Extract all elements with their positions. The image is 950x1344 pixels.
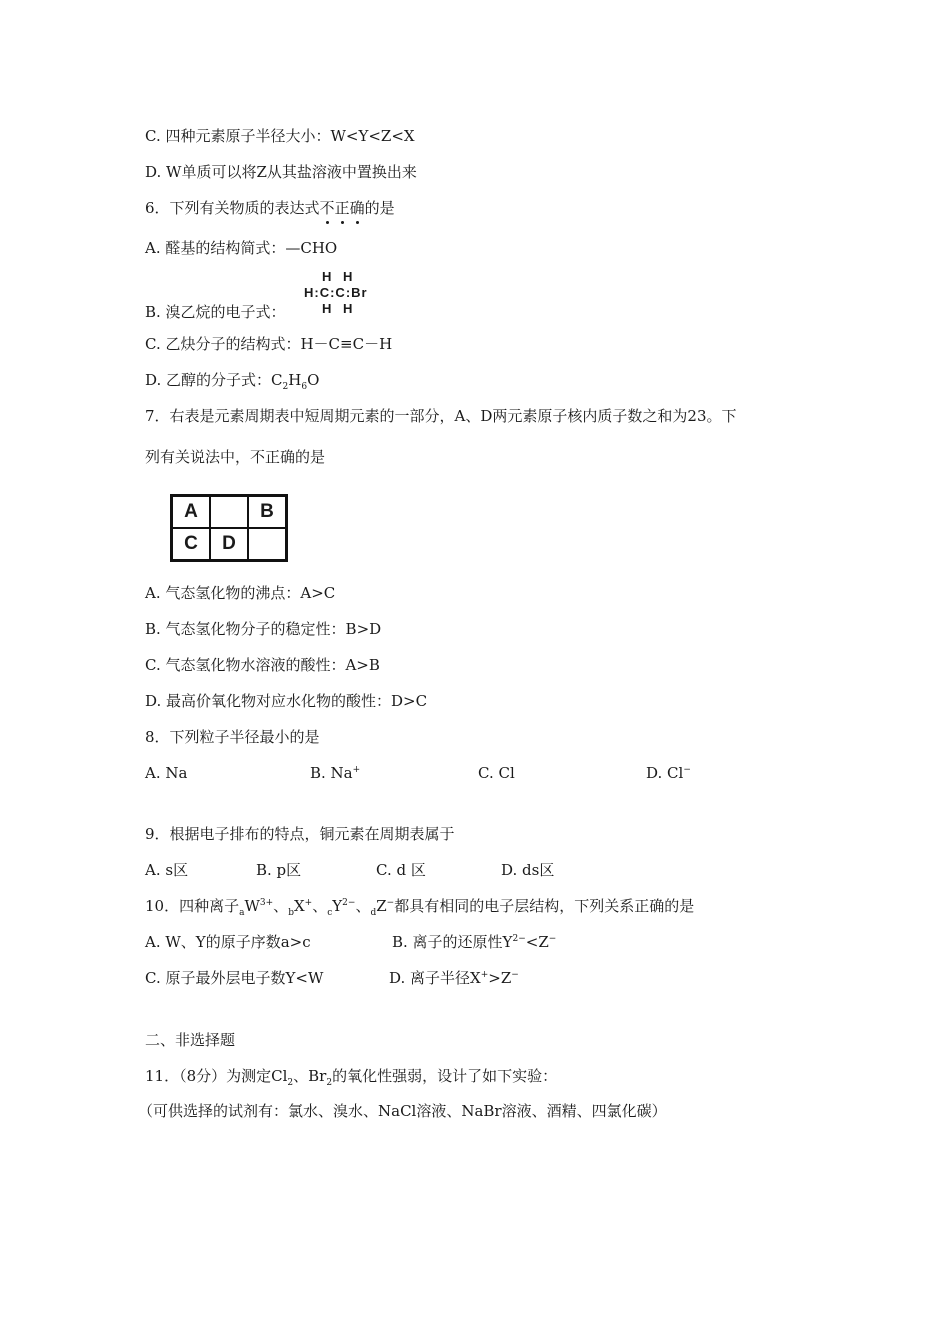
q9-option-a: A. s区: [145, 861, 189, 879]
q10-optb-sup2: −: [548, 934, 557, 944]
table-cell: A: [172, 496, 211, 529]
q11-stem-mid: 、Br: [293, 1067, 327, 1085]
ion4-index: d: [370, 908, 377, 918]
q6-emph-3: 确: [349, 199, 365, 217]
ion3-index: c: [327, 908, 333, 918]
q6-emph-2: 正: [334, 199, 350, 217]
ion1-symbol: W: [244, 897, 260, 915]
q11-note: （可供选择的试剂有：氯水、溴水、NaCl溶液、NaBr溶液、酒精、四氯化碳）: [138, 1102, 667, 1120]
q10-option-d: [389, 968, 519, 988]
q8-option-b: [310, 763, 360, 783]
table-row: [172, 528, 287, 561]
q7-stem-line2: 列有关说法中，不正确的是: [145, 448, 326, 466]
table-cell: C: [172, 528, 211, 561]
table-cell: B: [248, 496, 287, 529]
ion1-charge: 3+: [259, 898, 274, 908]
q7-option-b: B. 气态氢化物分子的稳定性：B>D: [145, 620, 382, 638]
q11-stem-pre: 11．（8分）为测定Cl: [145, 1067, 288, 1085]
q6-option-c: C. 乙炔分子的结构式：H－C≡C－H: [145, 335, 393, 353]
table-cell: [210, 496, 248, 529]
q6-optd-sub2: 6: [301, 382, 308, 392]
q10-option-a: A. W、Y的原子序数a>c: [145, 933, 311, 951]
ion3-charge: 2−: [342, 898, 356, 908]
q8-optb-sup: +: [352, 765, 361, 775]
q6-option-b-label: B. 溴乙烷的电子式：: [145, 303, 286, 321]
q10-optd-pre: D. 离子半径X: [389, 969, 481, 987]
sep: 、: [273, 897, 289, 915]
q5-option-d: D. W单质可以将Z从其盐溶液中置换出来: [145, 163, 417, 181]
q8-option-d: [646, 763, 691, 783]
q6-emph-1: 不: [319, 199, 335, 217]
q10-stem-a: 10．四种离子: [145, 897, 240, 915]
section-title: 二、非选择题: [145, 1031, 236, 1049]
q11-stem: [145, 1066, 557, 1086]
q6-option-d: [145, 370, 319, 390]
q11-sub1: 2: [287, 1078, 294, 1088]
q8-option-c: C. Cl: [478, 764, 515, 782]
q7-stem-line1: 7．右表是元素周期表中短周期元素的一部分，A、D两元素原子核内质子数之和为23。下: [145, 407, 737, 425]
q6-optd-sub1: 2: [282, 382, 289, 392]
q6-stem-post: 的是: [364, 199, 395, 217]
q7-option-d: D. 最高价氧化物对应水化物的酸性：D>C: [145, 692, 428, 710]
sep: 、: [312, 897, 328, 915]
q10-stem-b: 都具有相同的电子层结构，下列关系正确的是: [394, 897, 695, 915]
q6-optd-post: O: [307, 371, 320, 389]
q10-optb-pre: B. 离子的还原性Y: [392, 933, 513, 951]
q6-stem-pre: 6．下列有关物质的表达式: [145, 199, 320, 217]
sep: 、: [355, 897, 371, 915]
q10-option-c: C. 原子最外层电子数Y<W: [145, 969, 324, 987]
ion1-index: a: [239, 908, 245, 918]
q9-option-b: B. p区: [256, 861, 302, 879]
q8-stem: 8．下列粒子半径最小的是: [145, 728, 320, 746]
ion4-symbol: Z: [376, 897, 387, 915]
ef-bot-h2: H: [343, 301, 353, 316]
ion2-symbol: X: [293, 897, 305, 915]
q6-stem: [145, 198, 395, 218]
table-cell: [248, 528, 287, 561]
q6-optd-pre: D. 乙醇的分子式：C: [145, 371, 283, 389]
ion4-charge: −: [386, 898, 395, 908]
q10-optb-mid: <Z: [525, 933, 549, 951]
table-cell: D: [210, 528, 248, 561]
periodic-table-fragment: [170, 494, 288, 562]
q9-option-c: C. d 区: [376, 861, 426, 879]
q10-option-b: [392, 932, 556, 952]
ef-middle: H:C:C:Br: [304, 285, 368, 300]
q6-option-a: A. 醛基的结构简式：—CHO: [145, 239, 338, 257]
q10-stem: [145, 896, 694, 916]
q5-option-c: C. 四种元素原子半径大小：W<Y<Z<X: [145, 127, 415, 145]
q9-option-d: D. ds区: [501, 861, 555, 879]
ef-bot-h1: H: [322, 301, 332, 316]
q8-option-a: A. Na: [145, 764, 188, 782]
q7-option-a: A. 气态氢化物的沸点：A>C: [145, 584, 336, 602]
q7-option-c: C. 气态氢化物水溶液的酸性：A>B: [145, 656, 380, 674]
q10-optd-sup1: +: [480, 970, 489, 980]
bromoethane-electron-formula: [302, 270, 392, 320]
ion3-symbol: Y: [332, 897, 343, 915]
ion2-charge: +: [304, 898, 313, 908]
q11-stem-post: 的氧化性强弱，设计了如下实验：: [332, 1067, 558, 1085]
q8-optd-sup: −: [683, 765, 691, 775]
ef-top-h1: H: [322, 269, 332, 284]
q10-optd-sup2: −: [511, 970, 519, 980]
q11-sub2: 2: [326, 1078, 333, 1088]
table-row: [172, 496, 287, 529]
q8-optd-base: D. Cl: [646, 764, 684, 782]
q10-optb-sup1: 2−: [512, 934, 526, 944]
ef-top-h2: H: [343, 269, 353, 284]
ion2-index: b: [288, 908, 294, 918]
q8-optb-base: B. Na: [310, 764, 353, 782]
q10-optd-mid: >Z: [488, 969, 512, 987]
q9-stem: 9．根据电子排布的特点，铜元素在周期表属于: [145, 825, 455, 843]
q6-optd-mid: H: [288, 371, 302, 389]
